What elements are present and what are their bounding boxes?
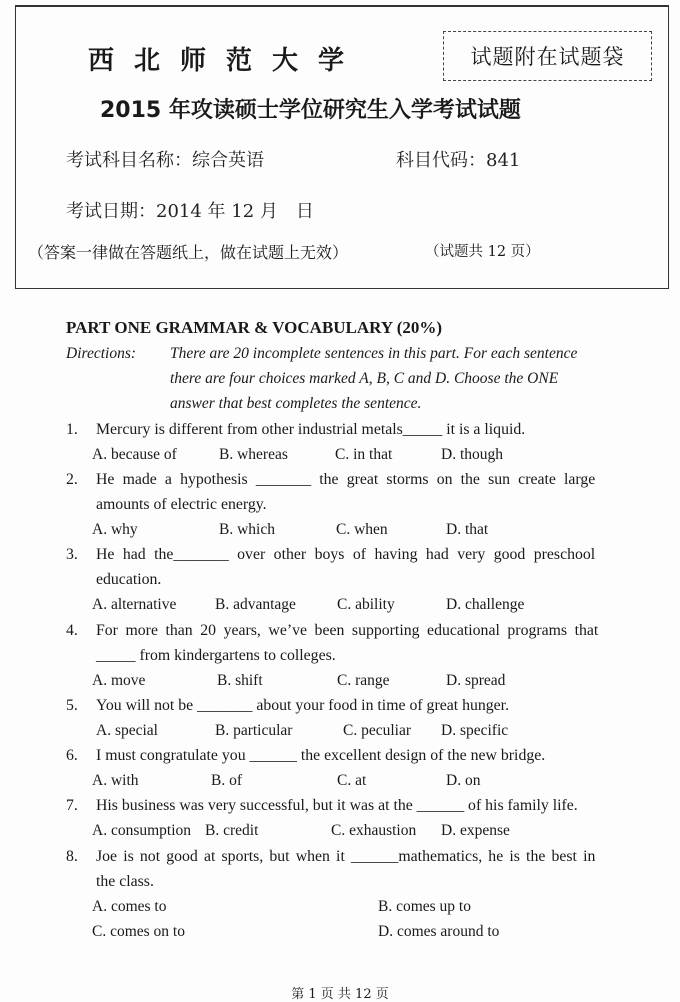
option-d: D. expense (441, 822, 510, 839)
question-number: 7. (66, 797, 78, 814)
question-text: Joe is not good at sports, but when it ______mathematics, he is the best in (96, 848, 596, 865)
directions-line: there are four choices marked A, B, C and D. Choose the ONE (170, 370, 559, 387)
option-b: B. whereas (219, 446, 288, 463)
option-a: A. comes to (92, 898, 167, 915)
subject-name: 考试科目名称：综合英语 (66, 150, 264, 171)
option-a: A. alternative (92, 596, 177, 613)
option-a: A. with (92, 772, 139, 789)
option-a: A. move (92, 672, 146, 689)
question-text-cont: _____ from kindergartens to colleges. (96, 647, 336, 664)
option-a: A. why (92, 521, 138, 538)
option-c: C. comes on to (92, 923, 185, 940)
option-d: D. spread (446, 672, 506, 689)
question-number: 5. (66, 697, 78, 714)
exam-title: 2015 年攻读硕士学位研究生入学考试试题 (100, 98, 521, 123)
option-c: C. ability (337, 596, 395, 613)
directions-line: There are 20 incomplete sentences in this part. For each sentence (170, 345, 578, 362)
question-text: His business was very successful, but it was at the ______ of his family life. (96, 797, 578, 814)
answer-note: （答案一律做在答题纸上，做在试题上无效） (28, 243, 349, 262)
question-text: You will not be _______ about your food in time of great hunger. (96, 697, 510, 714)
option-d: D. that (446, 521, 489, 538)
option-d: D. specific (441, 722, 509, 739)
question-text: Mercury is different from other industrial metals_____ it is a liquid. (96, 421, 526, 438)
option-b: B. advantage (215, 596, 296, 613)
subject-code: 科目代码：841 (396, 150, 521, 171)
question-text: He made a hypothesis _______ the great storms on the sun create large (96, 471, 596, 488)
exam-date: 考试日期：2014 年 12 月 日 (66, 201, 314, 222)
option-b: B. which (219, 521, 275, 538)
option-c: C. exhaustion (331, 822, 417, 839)
question-number: 6. (66, 747, 78, 764)
page-footer: 第 1 页 共 12 页 (291, 987, 389, 1002)
option-c: C. at (337, 772, 367, 789)
stamp-text: 试题附在试题袋 (470, 45, 625, 69)
question-text: I must congratulate you ______ the excellent design of the new bridge. (96, 747, 546, 764)
question-number: 3. (66, 546, 78, 563)
option-d: D. on (446, 772, 481, 789)
question-number: 2. (66, 471, 78, 488)
option-c: C. range (337, 672, 390, 689)
option-d: D. though (441, 446, 503, 463)
stamp-box (443, 31, 652, 81)
university-name: 西北师范大学 (88, 46, 365, 76)
option-b: B. shift (217, 672, 263, 689)
part-title: PART ONE GRAMMAR & VOCABULARY (20%) (66, 318, 443, 337)
question-text: He had the_______ over other boys of having had very good preschool (96, 546, 596, 563)
option-a: A. consumption (92, 822, 192, 839)
option-b: B. credit (205, 822, 259, 839)
option-c: C. peculiar (343, 722, 412, 739)
option-d: D. comes around to (378, 923, 500, 940)
directions-line: answer that best completes the sentence. (170, 395, 422, 412)
option-a: A. special (96, 722, 158, 739)
question-text-cont: the class. (96, 873, 154, 890)
page-count-note: （试题共 12 页） (425, 244, 540, 260)
question-number: 1. (66, 421, 78, 438)
option-a: A. because of (92, 446, 177, 463)
directions-label: Directions: (66, 345, 137, 362)
question-text-cont: amounts of electric energy. (96, 496, 267, 513)
option-c: C. when (336, 521, 388, 538)
question-number: 8. (66, 848, 78, 865)
question-text-cont: education. (96, 571, 162, 588)
option-b: B. of (211, 772, 242, 789)
option-b: B. particular (215, 722, 293, 739)
option-c: C. in that (335, 446, 393, 463)
question-number: 4. (66, 622, 78, 639)
option-b: B. comes up to (378, 898, 471, 915)
question-text: For more than 20 years, we’ve been supporting educational programs that (96, 622, 599, 639)
option-d: D. challenge (446, 596, 525, 613)
